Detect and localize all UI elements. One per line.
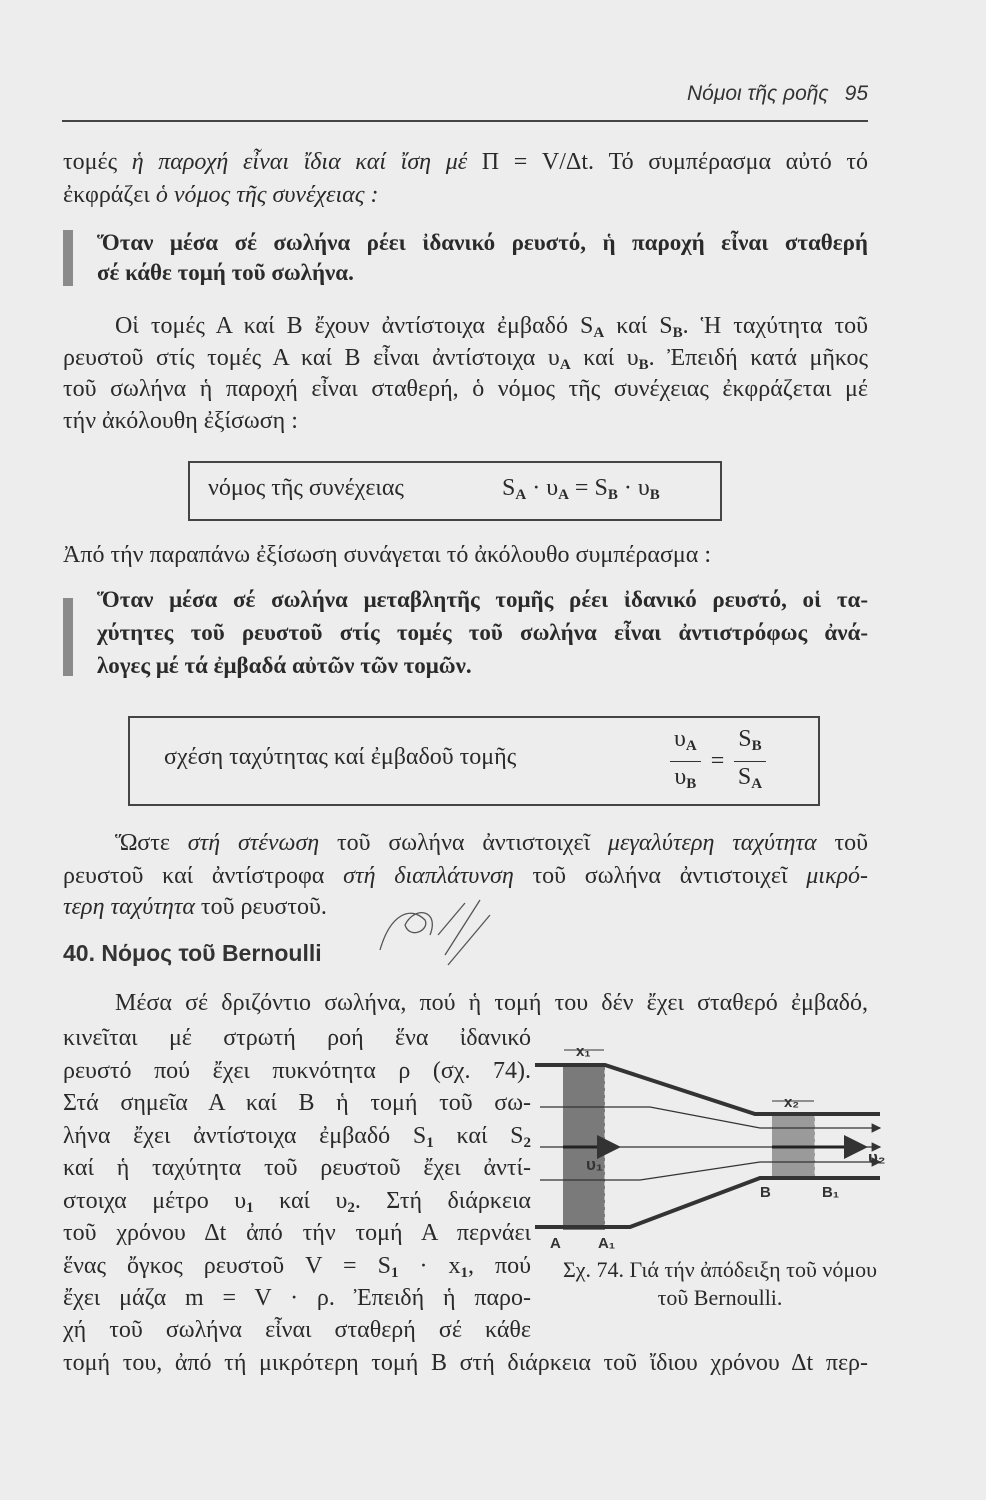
text-segment: τοῦ σωλήνα ἡ παροχή εἶναι σταθερή, ὁ νόμος τῆς συνέχειας ἐκφράζεται μέ: [63, 376, 868, 402]
text-segment: ρευστοῦ στίς τομές Α καί Β εἶναι ἀντίστοιχα υ: [63, 345, 560, 371]
label-a: A: [550, 1235, 561, 1252]
figure-caption: [560, 1256, 880, 1312]
subscript: B: [638, 357, 649, 373]
velocity-area-box: [128, 716, 820, 806]
label-x1: x₁: [576, 1043, 591, 1060]
text-segment: Ἀπό τήν παραπάνω ἐξίσωση συνάγεται τό ἀκόλουθο συμπέρασμα :: [63, 542, 712, 568]
text-segment: . Στή διάρκεια: [354, 1188, 531, 1214]
text-segment: στή στένωση: [187, 830, 320, 856]
text-segment: τοῦ χρόνου Δt ἀπό τήν τομή Α περνάει: [63, 1220, 531, 1246]
rule-line: [97, 584, 868, 616]
text-segment: λογες μέ τά ἐμβαδά αὐτῶν τῶν τομῶν.: [97, 653, 472, 678]
text-line: [63, 1217, 531, 1249]
text-segment: . Ἡ ταχύτητα τοῦ: [682, 313, 869, 339]
text-segment: καί υ: [570, 345, 639, 371]
running-header-title: Νόμοι τῆς ροῆς: [686, 82, 829, 105]
label-b: B: [760, 1184, 771, 1201]
label-x2: x₂: [784, 1094, 800, 1111]
text-segment: στοιχα μέτρο υ: [63, 1188, 247, 1214]
text-segment: Ὅταν μέσα σέ σωλήνα ρέει ἰδανικό ρευστό, ἡ παροχή εἶναι σταθερή: [97, 230, 868, 255]
subscript: B: [686, 776, 697, 792]
label-b1: B₁: [822, 1184, 840, 1201]
text-line: [63, 1022, 531, 1054]
text-line: [63, 405, 868, 437]
subscript: A: [685, 738, 697, 754]
continuity-formula: [502, 475, 660, 504]
text-segment: ἐκφράζει: [63, 182, 156, 208]
subscript: 1: [426, 1135, 434, 1151]
text-segment: Στά σημεῖα Α καί Β ἡ τομή τοῦ σω-: [63, 1090, 531, 1116]
text-segment: σέ κάθε τομή τοῦ σωλήνα.: [97, 260, 354, 285]
text-line: [63, 179, 868, 211]
text-segment: χύτητες τοῦ ρευστοῦ στίς τομές τοῦ σωλήνα εἶναι ἀντιστρόφως ἀνά-: [97, 620, 868, 645]
subscript: 1: [390, 1265, 399, 1281]
denominator: υ: [674, 764, 687, 790]
text-segment: τομή του, ἀπό τή μικρότερη τομή Β στή διάρκεια τοῦ ἴδιου χρόνου Δt περ-: [63, 1350, 868, 1376]
text-segment: τήν ἀκόλουθη ἐξίσωση :: [63, 408, 298, 434]
text-segment: μικρό-: [806, 863, 868, 889]
fraction-left: [670, 724, 701, 799]
text-line: [63, 539, 868, 571]
text-line: [63, 1282, 531, 1314]
text-segment: καί S: [433, 1123, 524, 1149]
text-segment: καί S: [604, 313, 673, 339]
subscript: B: [672, 325, 683, 341]
box-label: νόμος τῆς συνέχειας: [208, 475, 404, 501]
text-line: [63, 1347, 868, 1379]
text-segment: · υ: [617, 475, 650, 501]
text-line: [63, 860, 868, 892]
rule-line: [97, 650, 868, 682]
text-segment: καί ἡ ταχύτητα τοῦ ρευστοῦ ἔχει ἀντί-: [63, 1155, 531, 1181]
subscript: A: [593, 325, 605, 341]
text-line: [63, 1250, 531, 1282]
handwritten-scribble: [370, 895, 500, 975]
caption-line: τοῦ Bernoulli.: [657, 1285, 783, 1310]
subscript: A: [559, 357, 571, 373]
subscript: A: [558, 487, 569, 503]
text-line: [63, 1120, 531, 1152]
label-v2: υ₂: [868, 1148, 886, 1167]
subscript: A: [515, 487, 527, 503]
denominator: S: [737, 764, 752, 790]
equals-sign: =: [710, 748, 725, 774]
fraction-right: [734, 724, 765, 799]
text-segment: τοῦ ρευστοῦ.: [194, 894, 327, 920]
bernoulli-pipe-figure: [520, 1030, 890, 1255]
text-line: [63, 1152, 531, 1184]
text-segment: ρευστό πού ἔχει πυκνότητα ρ (σχ. 74).: [63, 1058, 531, 1084]
label-v1: υ₁: [586, 1155, 603, 1174]
caption-line: Σχ. 74. Γιά τήν ἀπόδειξη τοῦ νόμου: [562, 1257, 878, 1282]
text-segment: καί υ: [253, 1188, 348, 1214]
text-segment: ἔχει μάζα m = V · ρ. Ἐπειδή ἡ παρο-: [63, 1285, 531, 1311]
subscript: 2: [347, 1200, 355, 1216]
box-label: σχέση ταχύτητας καί ἐμβαδοῦ τομῆς: [164, 744, 517, 770]
rule-line: [97, 227, 868, 259]
text-segment: κινεῖται μέ στρωτή ροή ἕνα ἰδανικό: [63, 1025, 531, 1051]
text-line: [63, 373, 868, 405]
text-segment: Οἱ τομές Α καί Β ἔχουν ἀντίστοιχα ἐμβαδό S: [115, 313, 594, 339]
text-segment: τοῦ: [816, 830, 868, 856]
text-line: [63, 1185, 531, 1217]
text-segment: Π = V/Δt. Τό συμπέρασμα αὐτό τό: [467, 149, 868, 175]
subscript: A: [751, 776, 763, 792]
subscript: B: [649, 487, 660, 503]
text-segment: S: [502, 475, 516, 501]
continuity-law-box: [188, 461, 722, 521]
label-a1: A₁: [598, 1235, 616, 1252]
text-segment: μεγαλύτερη ταχύτητα: [607, 830, 817, 856]
numerator: S: [738, 726, 752, 752]
page-number: 95: [844, 82, 868, 105]
text-segment: . Ἐπειδή κατά μῆκος: [648, 345, 868, 371]
text-segment: Μέσα σέ δριζόντιο σωλήνα, πού ἡ τομή του δέν ἔχει σταθερό ἐμβαδό,: [115, 990, 868, 1016]
text-line: [63, 1314, 531, 1346]
text-segment: ἡ παροχή εἶναι ἴδια καί ἴση μέ: [131, 149, 468, 175]
text-segment: τοῦ σωλήνα ἀντιστοιχεῖ: [319, 830, 608, 856]
text-segment: τερη ταχύτητα: [63, 894, 195, 920]
header-rule: [62, 120, 868, 122]
text-segment: , πού: [467, 1253, 531, 1279]
text-segment: ρευστοῦ καί ἀντίστροφα: [63, 863, 344, 889]
text-segment: Ὥστε: [115, 830, 188, 856]
subscript: 2: [523, 1135, 531, 1151]
highlight-bar: [63, 598, 73, 676]
text-segment: · υ: [526, 475, 559, 501]
text-line: [63, 1055, 531, 1087]
text-segment: χή τοῦ σωλήνα εἶναι σταθερή σέ κάθε: [63, 1317, 531, 1343]
subscript: B: [607, 487, 618, 503]
text-segment: στή διαπλάτυνση: [343, 863, 514, 889]
text-segment: τομές: [63, 149, 132, 175]
numerator: υ: [674, 726, 686, 752]
section-heading: 40. Νόμος τοῦ Bernoulli: [63, 940, 322, 966]
subscript: 1: [246, 1200, 254, 1216]
text-line: [63, 987, 868, 1019]
text-line: [63, 310, 868, 342]
text-segment: ὁ νόμος τῆς συνέχειας :: [155, 182, 379, 208]
text-segment: · x: [398, 1253, 461, 1279]
text-line: [63, 146, 868, 178]
text-segment: ἕνας ὄγκος ρευστοῦ V = S: [63, 1253, 391, 1279]
highlight-bar: [63, 230, 73, 286]
text-line: [63, 827, 868, 859]
velocity-area-formula: [670, 724, 766, 799]
text-line: [63, 1087, 531, 1119]
text-segment: λήνα ἔχει ἀντίστοιχα ἐμβαδό S: [63, 1123, 427, 1149]
subscript: B: [751, 738, 762, 754]
text-segment: Ὅταν μέσα σέ σωλήνα μεταβλητῆς τομῆς ρέει ἰδανικό ρευστό, οἱ τα-: [97, 587, 868, 612]
text-line: [63, 342, 868, 374]
rule-line: [97, 257, 868, 289]
running-header: [687, 82, 868, 106]
text-segment: = S: [568, 475, 608, 501]
text-segment: τοῦ σωλήνα ἀντιστοιχεῖ: [513, 863, 807, 889]
rule-line: [97, 617, 868, 649]
subscript: 1: [460, 1265, 468, 1281]
